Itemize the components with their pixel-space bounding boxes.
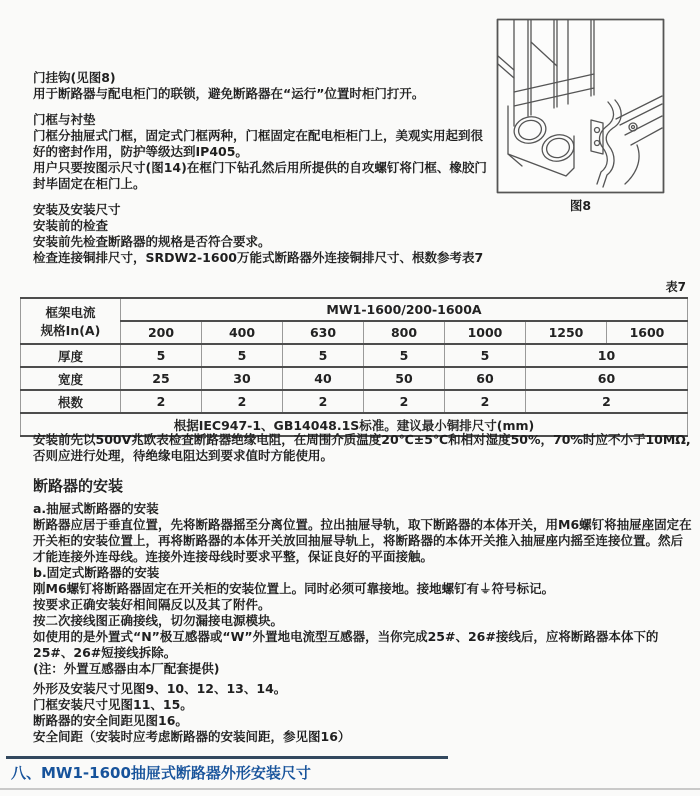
install-check-title: 安装及安装尺寸 [33, 202, 121, 217]
install-check-line3: 检查连接铜排尺寸，SRDW2-1600万能式断路器外连接铜排尺寸、根数参考表7 [33, 250, 484, 265]
figure-8-frame [496, 18, 665, 194]
table-cell-merged: 60 [526, 367, 688, 390]
lower-text-block [33, 432, 693, 745]
table-cell: 5 [121, 344, 202, 367]
table7-block [20, 278, 688, 437]
top-text-column [33, 70, 491, 266]
table-cell: 30 [202, 367, 283, 390]
table-cell-merged: 2 [526, 390, 688, 413]
table-cell: 60 [445, 367, 526, 390]
table-cell: 5 [283, 344, 364, 367]
col-header: 200 [121, 321, 202, 344]
breaker-door-hook-drawing [496, 18, 665, 194]
col-header: 1600 [607, 321, 688, 344]
corner-header-line1: 框架电流 [45, 305, 96, 320]
door-hook-title: 门挂钩(见图8) [33, 70, 116, 85]
install-check-line2: 安装前先检查断路器的规格是否符合要求。 [33, 234, 271, 249]
corner-header-line2: 规格In(A) [40, 323, 101, 338]
table-cell: 5 [202, 344, 283, 367]
table-group-header: MW1-1600/200-1600A [121, 298, 688, 321]
door-frame-p2: 用户只要按图示尺寸(图14)在框门下钻孔然后用所提供的自攻螺钉将门框、橡胶门封毕固定在柜门上。 [33, 160, 487, 191]
table-row [21, 298, 688, 321]
paragraph: 外形及安装尺寸见图9、10、12、13、14。 [33, 681, 287, 696]
table-cell: 2 [202, 390, 283, 413]
table-corner-header [21, 298, 121, 344]
figure-8-caption: 图8 [569, 198, 592, 213]
paragraph: 断路器的安全间距见图16。 [33, 713, 188, 728]
col-header: 630 [283, 321, 364, 344]
install-check-line1: 安装前的检查 [33, 218, 109, 233]
table-footer-note: 根据IEC947-1、GB14048.1S标准。建议最小铜排尺寸(mm) [21, 413, 688, 436]
paragraph-note: (注：外置互感器由本厂配套提供) [33, 661, 220, 676]
table-cell: 5 [364, 344, 445, 367]
col-header: 800 [364, 321, 445, 344]
installation-section-title: 断路器的安装 [33, 477, 124, 495]
col-header: 1250 [526, 321, 607, 344]
insulation-note: 安装前先以500V兆欧表检查断路器绝缘电阻，在周围介质温度20℃±5℃和相对湿度50%，70%时应不小于10MΩ,否则应进行处理，待绝缘电阻达到要求值时方能使用。 [33, 432, 691, 463]
row-label: 厚度 [21, 344, 121, 367]
row-label: 宽度 [21, 367, 121, 390]
table-cell: 2 [121, 390, 202, 413]
table-cell: 40 [283, 367, 364, 390]
table-cell: 25 [121, 367, 202, 390]
door-frame-title: 门框与衬垫 [33, 112, 96, 127]
col-header: 400 [202, 321, 283, 344]
paragraph: 断路器应居于垂直位置，先将断路器摇至分离位置。拉出抽屉导轨，取下断路器的本体开关，用M6螺钉将抽屉座固定在开关柜的安装位置上，再将断路器的本体开关放回抽屉导轨上，将断路器的本体开关推入抽屉座内摇至连接位置。然后才能连接外连母线。连接外连接母线时要求平整，保证良好的平面接触。 [33, 517, 692, 564]
section-8-heading-block [0, 756, 700, 790]
busbar-spec-table [20, 297, 688, 437]
table-row [21, 367, 688, 390]
paragraph: 安全间距（安装时应考虑断路器的安装间距，参见图16） [33, 729, 351, 744]
col-header: 1000 [445, 321, 526, 344]
table-row [21, 390, 688, 413]
section-8-heading: 八、MW1-1600抽屉式断路器外形安装尺寸 [11, 764, 311, 782]
table7-label: 表7 [665, 280, 686, 294]
table-cell: 50 [364, 367, 445, 390]
gray-rule [0, 788, 700, 790]
table-row [21, 321, 688, 344]
figure-8 [496, 18, 665, 214]
table-cell: 2 [364, 390, 445, 413]
paragraph: 按二次接线图正确接线，切勿漏接电源模块。 [33, 613, 284, 628]
table-cell: 2 [445, 390, 526, 413]
table-cell-merged: 10 [526, 344, 688, 367]
table-cell: 2 [283, 390, 364, 413]
paragraph: a.抽屉式断路器的安装 [33, 501, 159, 516]
paragraph: 门框安装尺寸见图11、15。 [33, 697, 193, 712]
paragraph: b.固定式断路器的安装 [33, 565, 160, 580]
table-cell: 5 [445, 344, 526, 367]
door-hook-body: 用于断路器与配电柜门的联锁，避免断路器在“运行”位置时柜门打开。 [33, 86, 425, 101]
paragraph: 刚M6螺钉将断路器固定在开关柜的安装位置上。同时必须可靠接地。接地螺钉有⏚符号标记。 [33, 581, 555, 596]
table-row [21, 344, 688, 367]
row-label: 根数 [21, 390, 121, 413]
paragraph: 如使用的是外置式“N”极互感器或“W”外置地电流型互感器，当你完成25#、26#接线后，应将断路器本体下的25#、26#短接线拆除。 [33, 629, 659, 660]
door-frame-p1: 门框分抽屉式门框，固定式门框两种，门框固定在配电柜柜门上，美观实用起到很好的密封作用，防护等级达到IP405。 [33, 128, 484, 159]
paragraph: 按要求正确安装好相间隔反以及其了附件。 [33, 597, 271, 612]
